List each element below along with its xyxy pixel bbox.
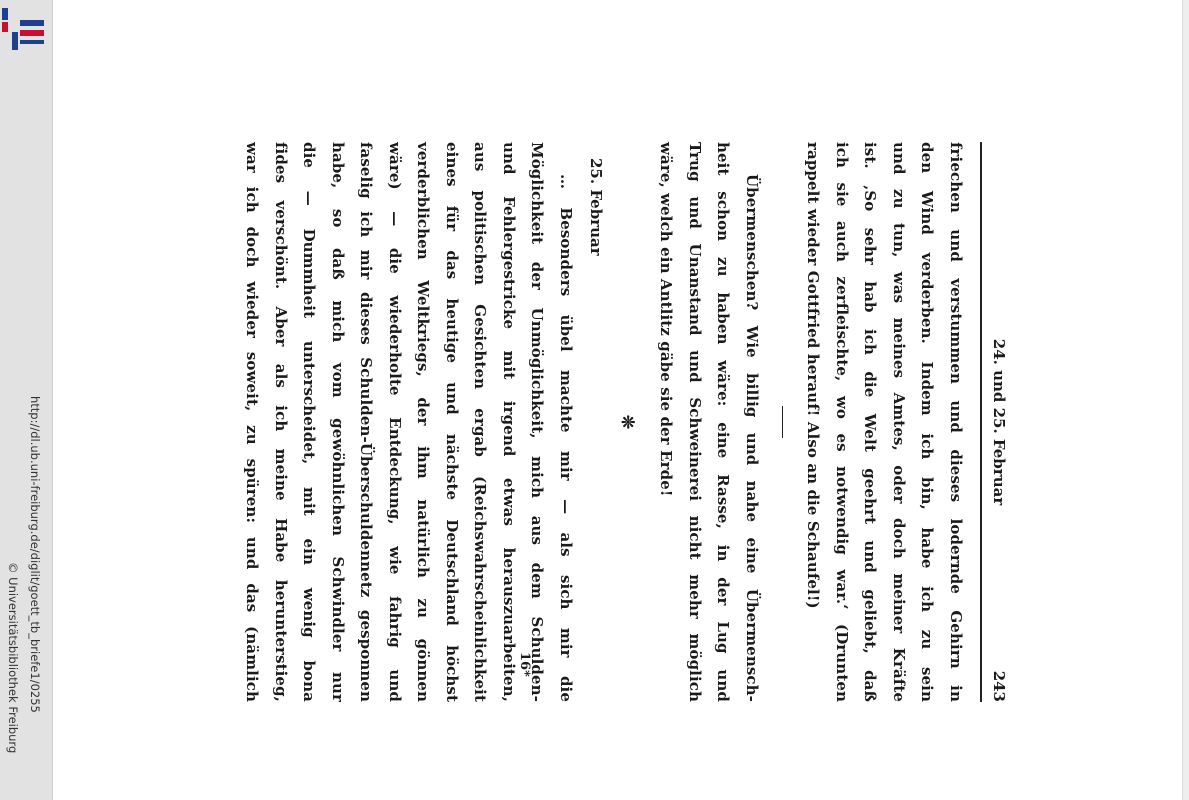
- text-line: war ich doch wieder soweit, zu spüren: und das (nämlich: [243, 142, 262, 702]
- running-head: [988, 142, 1010, 702]
- text-line: Möglichkeit der Unmöglichkeit, mich aus dem Schulden-: [528, 142, 547, 702]
- text-line: habe, so daß mich vom gewöhnlichen Schwindler nur: [329, 142, 347, 702]
- paragraph-2: [652, 142, 766, 702]
- running-head-title: 24. und 25. Februar: [990, 338, 1008, 506]
- book-page: [238, 142, 1010, 702]
- signature-mark: 16*: [517, 652, 532, 677]
- text-line: Übermenschen? Wie billig und nahe eine Übermensch-: [743, 174, 761, 702]
- text-line: … Besonders übel machte mir — als sich mir die: [557, 174, 575, 702]
- text-line: und zu tun, was meines Amtes, oder doch meiner Kräfte: [890, 142, 908, 702]
- text-line: Trug und Unanstand und Schweinerei nicht mehr möglich: [686, 142, 704, 702]
- text-line: rappelt wieder Gottfried herauf! Also an die Schaufel!): [804, 142, 823, 609]
- text-line: faselig ich mir dieses Schulden-Überschuldennetz gesponnen: [357, 142, 376, 702]
- text-line: eines für das heutige und nächste Deutschland höchst: [443, 142, 461, 702]
- text-line: wäre, welch ein Antlitz gäbe sie der Erde!: [657, 142, 676, 497]
- permalink-url[interactable]: http://dl.ub.uni-freiburg.de/diglit/goett_tb_briefe1/0255: [28, 396, 42, 713]
- copyright-notice: © Universitätsbibliothek Freiburg: [6, 562, 20, 754]
- text-line: fides verschönt. Aber als ich meine Habe herunterstieg,: [272, 142, 290, 702]
- text-line: die — Dummheit unterscheidet, mit ein wenig bona: [300, 142, 319, 702]
- paragraph-1: [799, 142, 970, 702]
- text-line: heit schon zu haben wäre: eine Rasse, in der Lug und: [714, 142, 733, 702]
- page-number: 243: [990, 670, 1008, 702]
- text-line: ich sie auch zerfleischte, wo es notwendig war.‘ (Drunten: [833, 142, 851, 702]
- scrollbar[interactable]: [1182, 0, 1189, 800]
- section-divider: [782, 406, 783, 438]
- ornament-icon: ❊: [617, 414, 637, 430]
- text-line: wäre) — die wiederholte Entdeckung, wie fahrig und: [386, 142, 404, 702]
- text-line: ist. ‚So sehr hab ich die Welt geehrt und geliebt, daß: [861, 142, 880, 702]
- text-line: verderblichen Weltkriegs, der ihm natürlich zu gönnen: [414, 142, 433, 702]
- text-line: aus politischen Gesichten ergab (Reichswahrscheinlichkeit: [471, 142, 490, 702]
- text-line: friechen und verstummen und dieses lodernde Gehirn in: [947, 142, 965, 702]
- date-heading: 25. Februar: [587, 158, 605, 256]
- paragraph-3: [238, 142, 580, 702]
- header-rule: [980, 142, 982, 702]
- text-line: und Fehlergestricke mit irgend etwas herauszuarbeiten,: [500, 142, 518, 702]
- text-line: den Wind verderben. Indem ich bin, habe ich zu sein: [918, 142, 937, 702]
